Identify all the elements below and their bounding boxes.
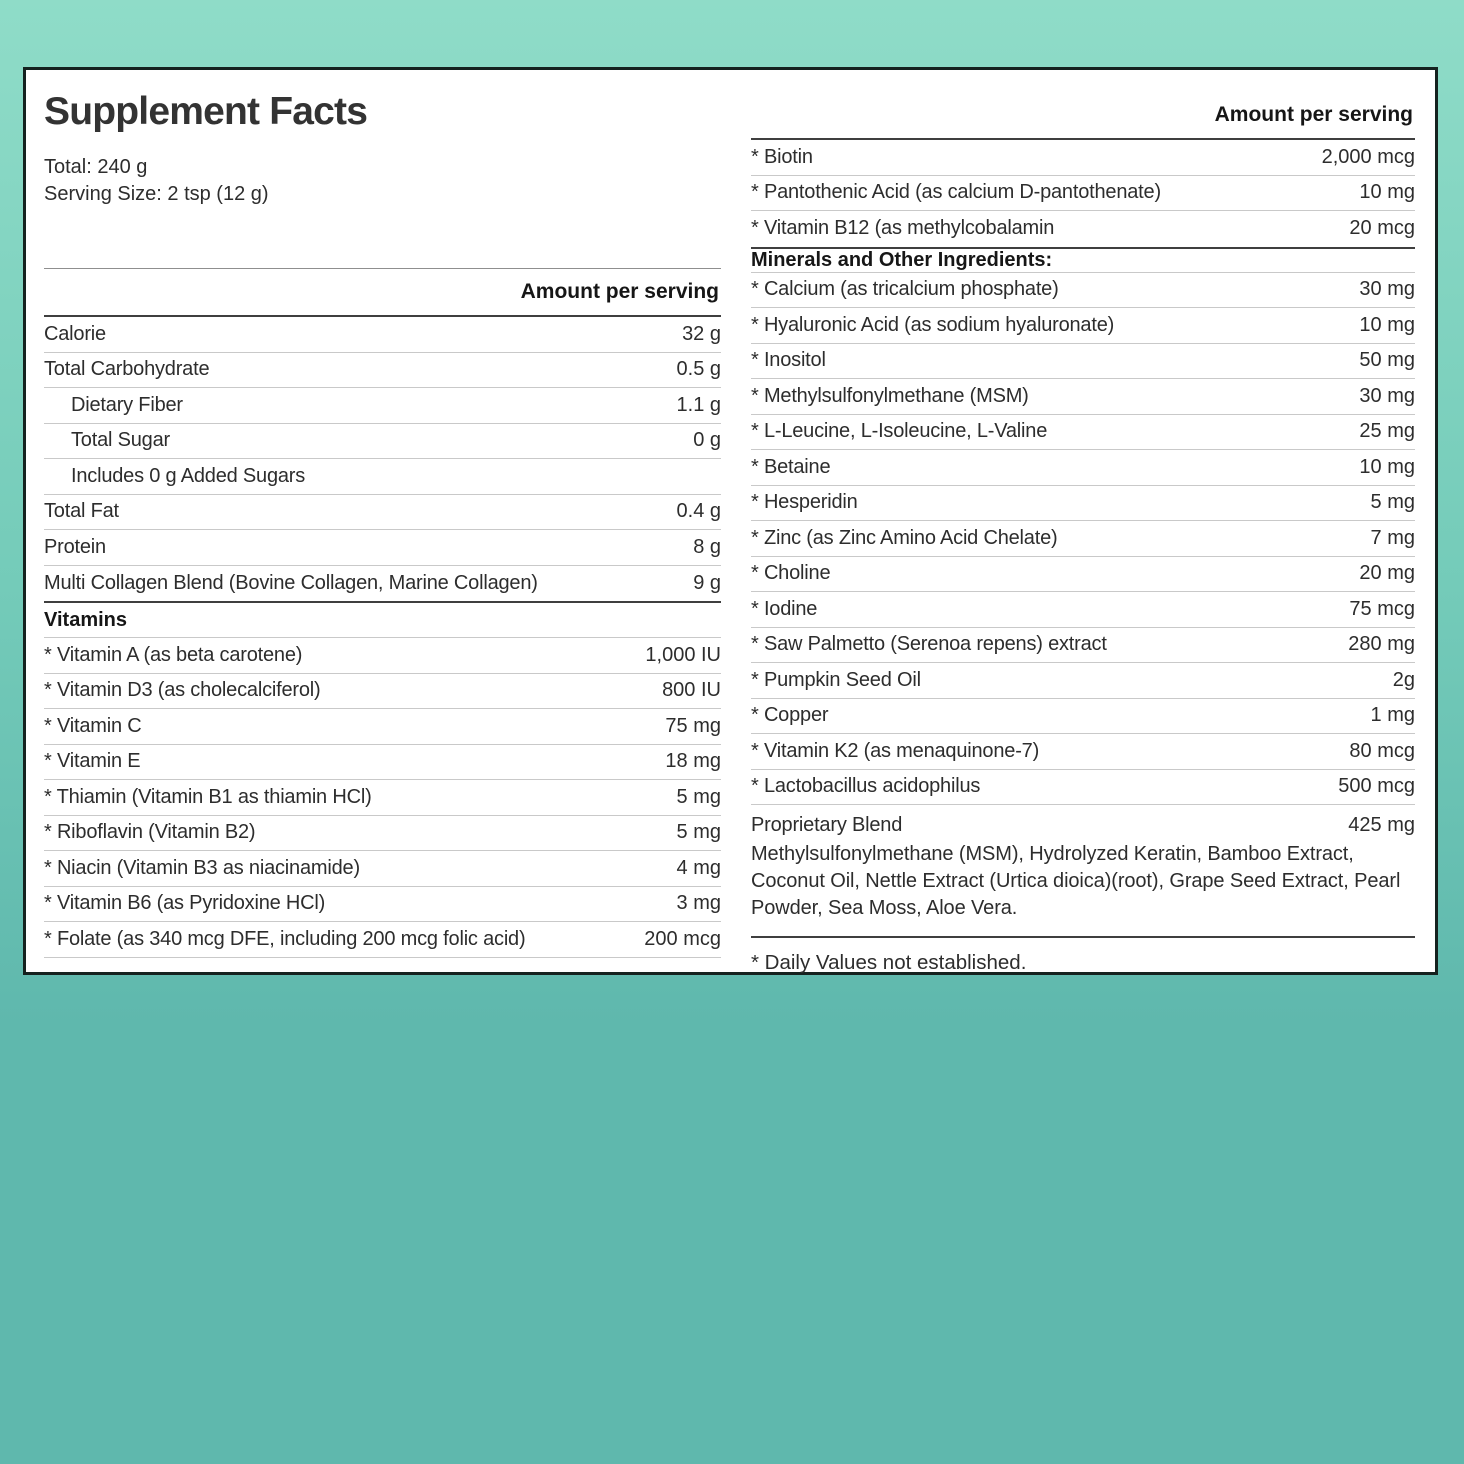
nutrient-label: * Iodine	[751, 597, 818, 620]
table-row-zinc	[751, 521, 1415, 557]
nutrient-value: 425 mg	[1348, 814, 1415, 836]
table-row-calorie	[44, 317, 721, 353]
table-row-total-fat	[44, 495, 721, 531]
nutrient-label: * Zinc (as Zinc Amino Acid Chelate)	[751, 526, 1058, 549]
table-row-vitamin-b12	[751, 211, 1415, 247]
nutrient-label: * Methylsulfonylmethane (MSM)	[751, 384, 1029, 407]
nutrient-value: 280 mg	[1348, 633, 1415, 656]
table-row-thiamin	[44, 780, 721, 816]
nutrient-label: Calorie	[44, 322, 106, 345]
nutrient-value: 3 mg	[676, 892, 721, 915]
nutrient-label: * Vitamin D3 (as cholecalciferol)	[44, 679, 321, 702]
nutrient-value: 18 mg	[665, 750, 721, 773]
table-row-calcium	[751, 273, 1415, 309]
nutrient-value: 200 mcg	[644, 927, 721, 950]
table-row-hyaluronic-acid	[751, 308, 1415, 344]
nutrient-value: 10 mg	[1359, 455, 1415, 478]
nutrient-value: 10 mg	[1359, 313, 1415, 336]
nutrient-value: 30 mg	[1359, 278, 1415, 301]
nutrient-label: * Vitamin E	[44, 750, 141, 773]
nutrient-value: 1.1 g	[676, 393, 721, 416]
nutrient-value: 5 mg	[1370, 491, 1415, 514]
minerals-section-header: Minerals and Other Ingredients:	[751, 249, 1415, 273]
nutrient-value: 1,000 IU	[645, 643, 721, 666]
vitamins-section-header: Vitamins	[44, 603, 721, 638]
vitamin-rows-group	[44, 638, 721, 958]
nutrient-label: * Riboflavin (Vitamin B2)	[44, 821, 256, 844]
nutrient-label: Includes 0 g Added Sugars	[71, 464, 306, 487]
table-row-lactobacillus	[751, 770, 1415, 806]
table-row-vitamin-e	[44, 745, 721, 781]
nutrient-value: 9 g	[693, 571, 721, 594]
nutrient-value: 0.4 g	[676, 500, 721, 523]
table-row-multi-collagen-blend	[44, 566, 721, 602]
table-row-dietary-fiber	[44, 388, 721, 424]
mineral-rows-group	[751, 273, 1415, 806]
table-row-folate	[44, 922, 721, 958]
nutrient-value: 20 mg	[1359, 562, 1415, 585]
table-row-copper	[751, 699, 1415, 735]
nutrient-label: * Lactobacillus acidophilus	[751, 775, 981, 798]
table-row-iodine	[751, 592, 1415, 628]
nutrient-value: 800 IU	[662, 679, 721, 702]
table-row-betaine	[751, 450, 1415, 486]
right-column	[751, 88, 1415, 972]
table-row-total-carbohydrate	[44, 353, 721, 389]
nutrient-value: 20 mcg	[1349, 217, 1415, 240]
nutrient-value: 0 g	[693, 429, 721, 452]
nutrient-label: * Vitamin K2 (as menaquinone-7)	[751, 739, 1040, 762]
table-row-pantothenic-acid	[751, 176, 1415, 212]
table-row-choline	[751, 557, 1415, 593]
serving-size: Serving Size: 2 tsp (12 g)	[44, 183, 269, 205]
table-row-proprietary-blend	[751, 805, 1415, 839]
table-row-niacin	[44, 851, 721, 887]
table-row-added-sugars	[44, 459, 721, 495]
table-row-hesperidin	[751, 486, 1415, 522]
nutrient-label: * Calcium (as tricalcium phosphate)	[751, 278, 1059, 301]
nutrient-label: * Inositol	[751, 349, 826, 372]
table-row-vitamin-d3	[44, 674, 721, 710]
nutrient-value: 500 mcg	[1338, 775, 1415, 798]
page-title: Supplement Facts	[44, 90, 368, 133]
nutrient-value: 25 mg	[1359, 420, 1415, 443]
amount-per-serving-header-right: Amount per serving	[1214, 103, 1413, 126]
supplement-facts-panel	[23, 67, 1438, 975]
nutrient-value: 8 g	[693, 535, 721, 558]
nutrient-label: * Niacin (Vitamin B3 as niacinamide)	[44, 856, 360, 879]
nutrient-value: 5 mg	[676, 785, 721, 808]
nutrient-label: * Choline	[751, 562, 831, 585]
nutrient-value: 32 g	[682, 322, 721, 345]
nutrient-label: * Copper	[751, 704, 829, 727]
nutrient-value: 10 mg	[1359, 181, 1415, 204]
nutrient-label: * Thiamin (Vitamin B1 as thiamin HCl)	[44, 785, 372, 808]
nutrient-label: Multi Collagen Blend (Bovine Collagen, Marine Collagen)	[44, 571, 538, 594]
nutrient-label: Total Carbohydrate	[44, 358, 210, 381]
nutrient-value: 1 mg	[1370, 704, 1415, 727]
nutrient-label: * Folate (as 340 mcg DFE, including 200 mcg folic acid)	[44, 927, 526, 950]
nutrient-label: Total Fat	[44, 500, 119, 523]
nutrient-label: * Pumpkin Seed Oil	[751, 668, 921, 691]
nutrient-label: Total Sugar	[71, 429, 170, 452]
nutrient-value: 5 mg	[676, 821, 721, 844]
nutrient-value: 30 mg	[1359, 384, 1415, 407]
table-row-vitamin-k2	[751, 734, 1415, 770]
table-row-bcaa	[751, 415, 1415, 451]
table-row-saw-palmetto	[751, 628, 1415, 664]
table-row-riboflavin	[44, 816, 721, 852]
nutrient-value: 2g	[1392, 668, 1415, 691]
nutrient-value: 50 mg	[1359, 349, 1415, 372]
nutrient-label: * Hesperidin	[751, 491, 858, 514]
nutrient-label: Proprietary Blend	[751, 814, 903, 836]
nutrient-label: Dietary Fiber	[71, 393, 183, 416]
nutrient-label: * Vitamin B12 (as methylcobalamin	[751, 217, 1055, 240]
nutrient-value: 80 mcg	[1349, 739, 1415, 762]
table-row-protein	[44, 530, 721, 566]
b-vitamin-rows-group	[751, 140, 1415, 247]
proprietary-blend-description: Methylsulfonylmethane (MSM), Hydrolyzed Keratin, Bamboo Extract, Coconut Oil, Nettle Extract (Urtica dioica)(root), Grape Seed Extract, Pearl Powder, Sea Moss, Aloe Vera.	[751, 843, 1401, 919]
table-row-total-sugar	[44, 424, 721, 460]
nutrient-value: 2,000 mcg	[1321, 145, 1415, 168]
nutrient-label: * Vitamin C	[44, 714, 142, 737]
nutrient-label: * Betaine	[751, 455, 831, 478]
table-row-inositol	[751, 344, 1415, 380]
nutrient-value: 0.5 g	[676, 358, 721, 381]
table-row-biotin	[751, 140, 1415, 176]
nutrient-label: * Vitamin A (as beta carotene)	[44, 643, 303, 666]
nutrient-label: * L-Leucine, L-Isoleucine, L-Valine	[751, 420, 1048, 443]
nutrient-value: 4 mg	[676, 856, 721, 879]
spacer	[44, 208, 721, 268]
table-row-pumpkin-seed-oil	[751, 663, 1415, 699]
total-weight: Total: 240 g	[44, 156, 148, 178]
table-row-msm	[751, 379, 1415, 415]
nutrient-value: 75 mcg	[1349, 597, 1415, 620]
nutrient-label: * Biotin	[751, 145, 813, 168]
nutrient-label: * Pantothenic Acid (as calcium D-pantothenate)	[751, 181, 1161, 204]
nutrient-label: * Hyaluronic Acid (as sodium hyaluronate)	[751, 313, 1115, 336]
daily-values-footnote: * Daily Values not established.	[751, 951, 1027, 974]
table-row-vitamin-b6	[44, 887, 721, 923]
nutrient-value: 7 mg	[1370, 526, 1415, 549]
nutrient-label: * Saw Palmetto (Serenoa repens) extract	[751, 633, 1107, 656]
table-row-vitamin-a	[44, 638, 721, 674]
table-row-vitamin-c	[44, 709, 721, 745]
nutrient-value: 75 mg	[665, 714, 721, 737]
macro-rows-group	[44, 317, 721, 601]
left-column	[44, 88, 721, 972]
nutrient-label: Protein	[44, 535, 106, 558]
amount-per-serving-header-left: Amount per serving	[520, 280, 719, 303]
nutrient-label: * Vitamin B6 (as Pyridoxine HCl)	[44, 892, 326, 915]
